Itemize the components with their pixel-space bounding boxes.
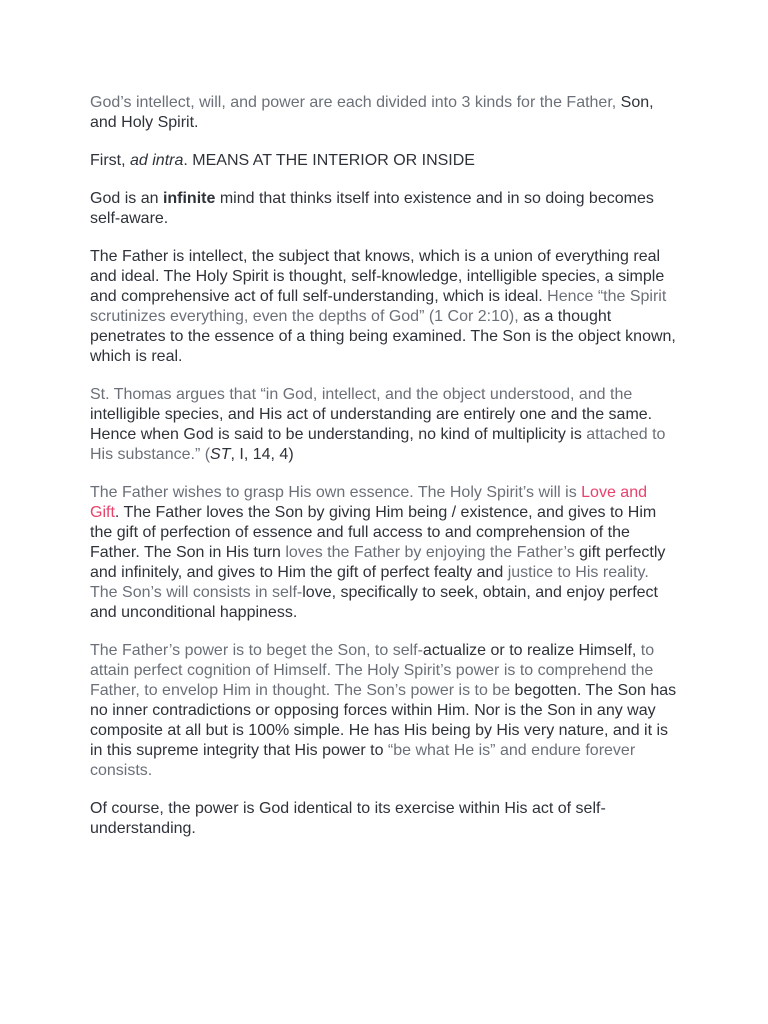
text-run: actualize or to realize Himself, xyxy=(422,642,641,659)
text-run: attached to His substance.” ( xyxy=(90,426,666,463)
text-run: intelligible species, and His act of understanding are entirely one and the same. Hence when God is said to be understanding, no kind of multiplicity is xyxy=(90,406,653,443)
paragraph-4 xyxy=(90,247,680,367)
text-run: loves the Father by enjoying the Father’s xyxy=(285,544,580,561)
text-run: The Father’s power is to beget the Son, to self- xyxy=(90,642,423,659)
text-run: Of course, the power is God identical to its exercise within His act of self-understanding. xyxy=(90,800,606,837)
text-run: , I, 14, 4) xyxy=(230,446,294,463)
text-run: “be what He is” and endure forever consists. xyxy=(90,742,636,779)
text-run: The Father wishes to grasp His own essence. The Holy Spirit’s will is xyxy=(90,484,582,501)
text-run: The Father is intellect, the subject that knows, which is a union of everything real and ideal. The Holy Spirit is thought, self-knowledge, intelligible species, a simple and comprehensive act of full self-understanding, which is ideal. xyxy=(90,248,665,305)
text-run: as a thought penetrates to the essence of a thing being examined. The Son is the object known, which is real. xyxy=(90,308,676,365)
text-run: Hence “the Spirit scrutinizes everything, even the depths of God” (1 Cor 2:10), xyxy=(90,288,667,325)
text-run-bold: infinite xyxy=(162,190,216,207)
text-run-highlight: Love and Gift xyxy=(90,484,647,521)
paragraph-2 xyxy=(90,151,680,171)
text-run-italic: ad intra xyxy=(130,152,184,169)
text-run: God is an xyxy=(90,190,163,207)
text-run: God’s intellect, will, and power are each divided into 3 kinds for the Father, xyxy=(90,94,621,111)
paragraph-7 xyxy=(90,641,680,781)
text-run: St. Thomas argues that “in God, intellect, and the object understood, and the xyxy=(90,386,633,403)
text-run: . MEANS AT THE INTERIOR OR INSIDE xyxy=(183,152,475,169)
text-run: gift perfectly and infinitely, and gives to Him the gift of perfect fealty and xyxy=(90,544,666,581)
text-run: begotten. The Son has no inner contradictions or opposing forces within Him. Nor is the Son in any way composite at all but is 100% simple. He has His being by His very nature, and it is in this supreme integrity that His power to xyxy=(90,682,677,759)
text-run: love, specifically to seek, obtain, and enjoy perfect and unconditional happiness. xyxy=(90,584,658,621)
paragraph-5 xyxy=(90,385,680,465)
text-run: justice to His reality. The Son’s will consists in self- xyxy=(90,564,649,601)
paragraph-8 xyxy=(90,799,680,839)
paragraph-3 xyxy=(90,189,680,229)
text-run: First, xyxy=(90,152,130,169)
paragraph-1 xyxy=(90,93,680,133)
text-run: . The Father loves the Son by giving Him being / existence, and gives to Him the gift of perfection of essence and full access to and comprehension of the Father. The Son in His turn xyxy=(90,504,657,561)
text-run: Son, and Holy Spirit. xyxy=(90,94,654,131)
text-run: mind that thinks itself into existence and in so doing becomes self-aware. xyxy=(90,190,654,227)
document-page xyxy=(90,93,680,857)
paragraph-6 xyxy=(90,483,680,623)
text-run: to attain perfect cognition of Himself. The Holy Spirit’s power is to comprehend the Father, to envelop Him in thought. The Son’s power is to be xyxy=(90,642,655,699)
text-run-italic: ST xyxy=(210,446,231,463)
